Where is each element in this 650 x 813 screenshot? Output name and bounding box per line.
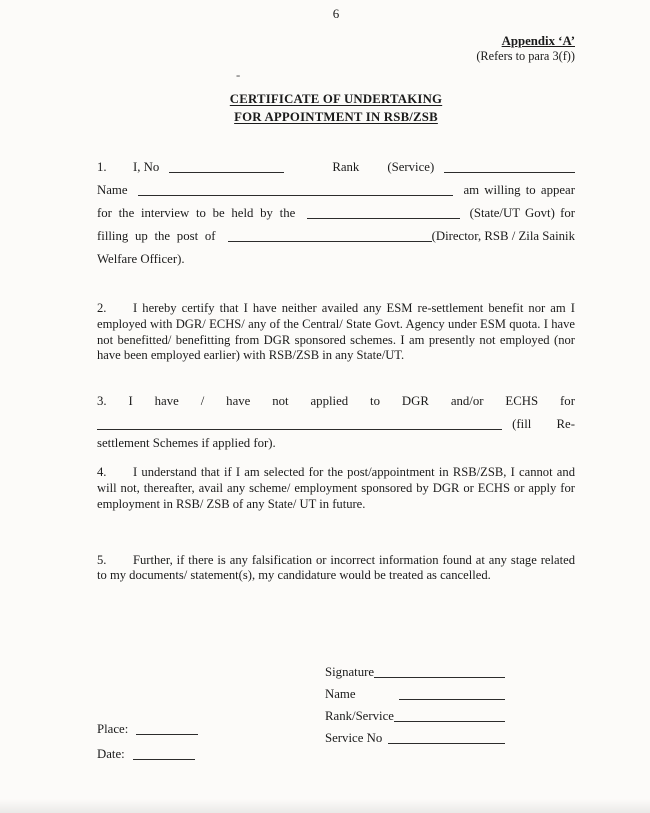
signature-block [325,664,505,752]
para-1-director: (Director, RSB / Zila Sainik [431,229,575,243]
signature-row [325,664,505,686]
footer-section [97,664,575,813]
para-4-text: I understand that if I am selected for the post/appointment in RSB/ZSB, I cannot and will not, thereafter, avail any scheme/ employment sponsored by DGR or ECHS or apply for employment in RSB/ ZSB of any State/ UT in future. [97,465,575,511]
para-1-interview: for the interview to be held by the [97,206,296,220]
blank-line-date [133,748,195,760]
para-5-text: Further, if there is any falsification or incorrect information found at any stage related to my documents/ statement(s), my candidature would be treated as cancelled. [97,552,575,583]
para-3-line-3 [97,435,575,451]
place-row [97,721,227,746]
para-4-number: 4. [97,465,107,480]
para-1-welfare: Welfare Officer). [97,252,185,266]
para-3-line-2 [97,413,575,435]
blank-line-signature [374,666,505,678]
para-3-number: 3. [97,394,107,409]
para-2 [97,301,575,364]
para-1-line-1 [97,156,575,179]
para-3-word: have [154,394,179,409]
para-5-number: 5. [97,552,107,567]
para-1-number: 1. [97,160,107,174]
rank-service-row [325,708,505,730]
para-1-state-govt: (State/UT Govt) for [469,206,575,220]
page-number: 6 [332,6,340,21]
rank-service-label: Rank/Service [325,709,394,724]
scan-artifact: - [236,68,241,82]
para-2-text: I hereby certify that I have neither availed any ESM re-settlement benefit nor am I employed with DGR/ ECHS/ any of the Central/ State Govt. Agency under ESM quota. I have not benefitted/ benefitting from DGR sponsored schemes. I am presently not employed (nor have been employed earlier) with RSB/ZSB in any State/UT. [97,301,575,363]
para-3-settlement: settlement Schemes if applied for). [97,436,276,451]
refers-note: (Refers to para 3(f)) [476,49,575,63]
blank-line-rank-service [394,710,505,722]
blank-line-sig-name [399,688,505,700]
document-title [97,90,575,126]
para-3-word: and/or [450,394,484,409]
service-no-row [325,730,505,752]
para-1-willing: am willing to appear [463,183,575,197]
para-1-name-label: Name [97,183,128,197]
blank-line-schemes [97,418,502,430]
para-5 [97,553,575,585]
document-title-line2: FOR APPOINTMENT IN RSB/ZSB [234,110,438,124]
para-3-line-1 [97,390,575,413]
para-3-word: for [560,394,575,409]
blank-line-place [136,723,198,735]
name-label: Name [325,687,356,702]
para-3-word: ECHS [505,394,539,409]
para-1-line-5 [97,248,575,271]
service-no-label: Service No [325,731,383,746]
blank-line-post [228,230,432,242]
blank-line-service [444,161,575,173]
blank-line-authority [307,207,459,219]
para-3-word: have [226,394,251,409]
para-1 [97,156,575,271]
place-label: Place: [97,722,129,737]
name-row [325,686,505,708]
para-1-filling: filling up the post of [97,229,216,243]
para-1-i-no: I, No [133,160,160,174]
para-1-line-3 [97,202,575,225]
para-1-line-2 [97,179,575,202]
para-2-number: 2. [97,301,107,315]
para-3-fill-re: (fill Re- [512,417,575,432]
blank-line-number [169,161,284,173]
document-title-line1: CERTIFICATE OF UNDERTAKING [229,92,443,106]
para-4 [97,465,575,512]
para-3-word: to [370,394,381,409]
para-3-word: DGR [401,394,429,409]
para-3 [97,390,575,451]
para-3-word: applied [310,394,349,409]
date-row [97,746,227,771]
appendix-label: Appendix ‘A’ [501,34,575,48]
appendix-block [97,34,575,64]
para-1-line-4 [97,225,575,248]
signature-label: Signature [325,665,375,680]
para-1-service: (Service) [387,160,435,174]
blank-line-service-no [388,732,505,744]
place-date-block [97,721,227,771]
para-3-word: not [272,394,289,409]
date-label: Date: [97,747,125,762]
para-3-word: I [128,394,133,409]
blank-line-name [138,184,454,196]
para-3-word: / [200,394,205,409]
para-1-rank: Rank [332,160,360,174]
